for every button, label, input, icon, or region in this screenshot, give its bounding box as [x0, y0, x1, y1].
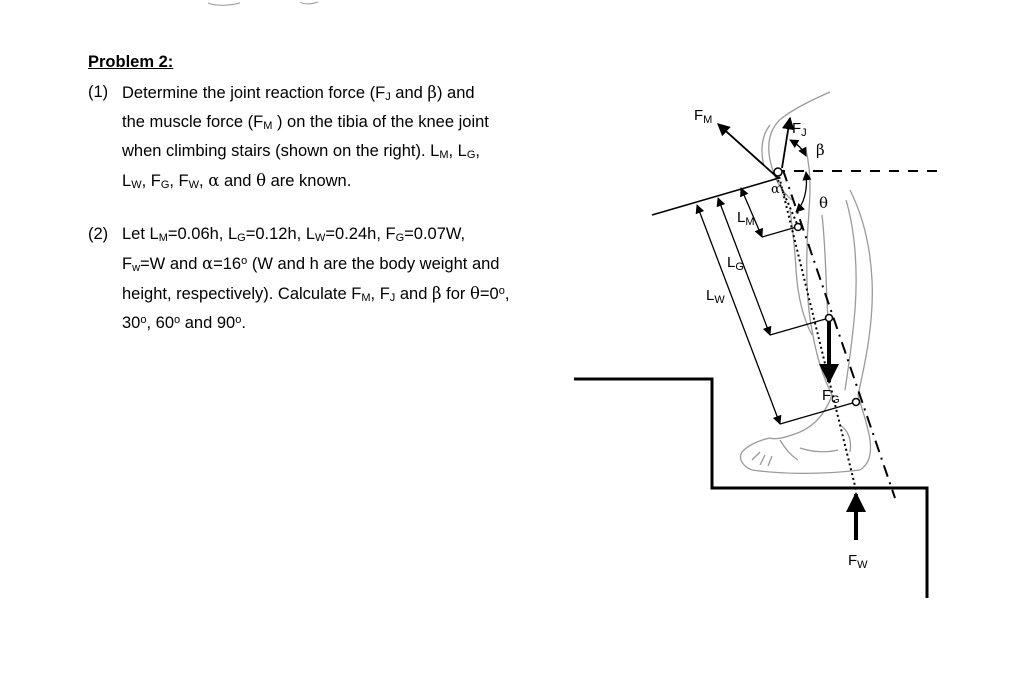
problem-title: Problem 2: — [88, 53, 174, 71]
label-fm: $F_M$ — [694, 107, 713, 126]
part-1-line-3: when climbing stairs (shown on the right). $L_M$, $L_G$, — [122, 142, 480, 161]
lw-dimension-line — [697, 205, 780, 424]
slanted-reference-line — [652, 178, 779, 215]
theta-angle-arc — [796, 172, 807, 212]
label-fj: $F_J$ — [792, 120, 807, 139]
label-lw: $L_W$ — [706, 287, 725, 306]
part-2-number: (2) — [88, 225, 109, 243]
lg-dimension-tick — [770, 318, 829, 335]
stair-profile — [574, 379, 927, 598]
part-2-line-2: $F_w=W$ and $\alpha=16^o$ (W and h are the body weight and — [122, 254, 500, 274]
part-1-line-1: Determine the joint reaction force ($F_J$ and β) and — [122, 83, 475, 103]
label-lg: $L_G$ — [727, 254, 744, 273]
lw-dimension-tick — [780, 402, 856, 424]
part-2-line-3: height, respectively). Calculate $F_M$, $F_J$ and β for $\theta=0^o$, — [122, 284, 510, 304]
part-2-line-4: 30$^o$, 60$^o$ and 90$^o$. — [122, 314, 246, 332]
part-2-line-1: Let $L_M=0.06h$, $L_G=0.12h$, $L_W=0.24h$, $F_G=0.07W$, — [122, 225, 466, 244]
label-lm: $L_M$ — [737, 209, 755, 228]
part-1-line-4: $L_W$, $F_G$, $F_W$, α and θ are known. — [122, 171, 352, 191]
dotted-joint-line — [778, 172, 856, 490]
label-fw: $F_W$ — [848, 552, 868, 571]
joint-reaction-arrow — [782, 118, 790, 168]
label-beta: β — [816, 141, 825, 159]
cropped-top-marks — [208, 2, 318, 5]
label-theta: θ — [819, 194, 829, 212]
label-fg: $F_G$ — [822, 387, 840, 406]
part-1-number: (1) — [88, 83, 109, 101]
label-alpha: α — [771, 182, 780, 197]
part-1-line-2: the muscle force ($F_M$ ) on the tibia of the knee joint — [122, 113, 489, 132]
beta-angle-arc — [790, 140, 806, 156]
tibia-axis-line — [783, 170, 895, 498]
